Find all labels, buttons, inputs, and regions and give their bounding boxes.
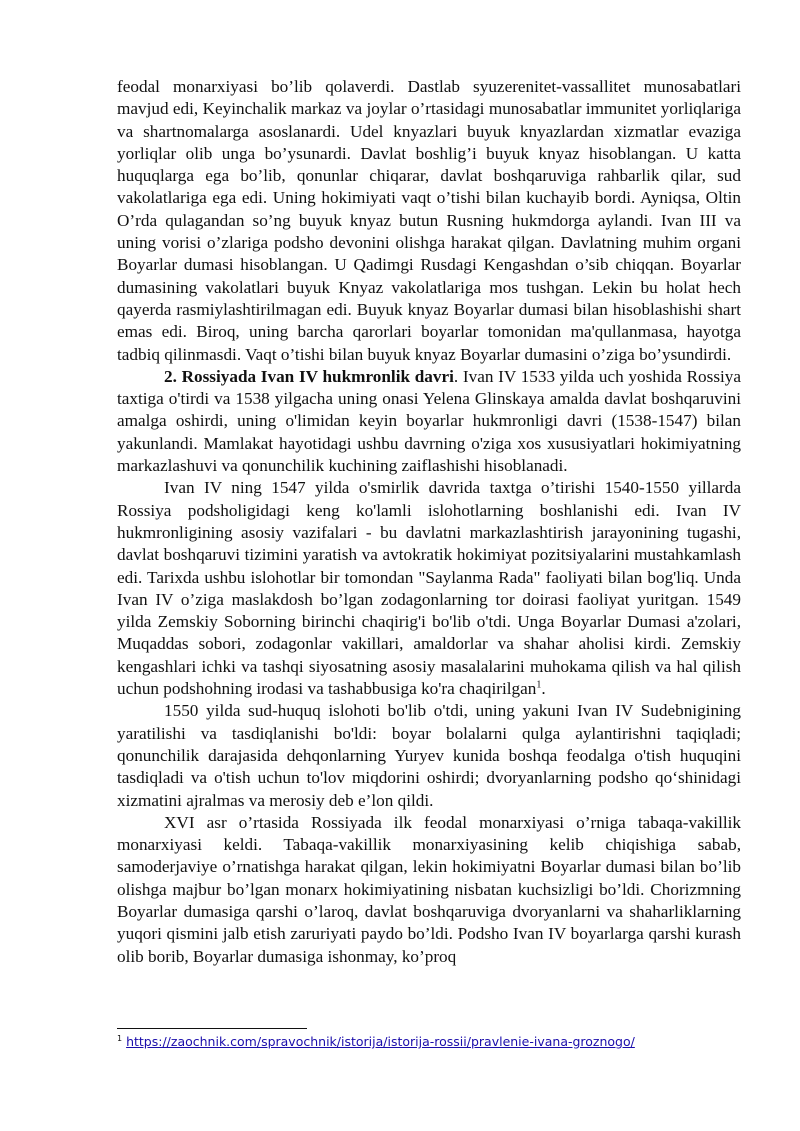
section-heading: 2. Rossiyada Ivan IV hukmronlik davri (164, 366, 454, 386)
paragraph-text-end: . (541, 679, 546, 699)
document-body (117, 76, 741, 968)
paragraph-text: XVI asr o’rtasida Rossiyada ilk feodal monarxiyasi o’rniga tabaqa-vakillik monarxiyasi keldi. Tabaqa-vakillik monarxiyasining kelib chiqishiga sabab, samoderjaviye o’rnatishga harakat qilgan, lekin hokimiyatni Boyarlar dumasi bilan bo’lib olishga majbur bo’lgan monarx hokimiyatining nisbatan kuchsizligi bo’ldi. Chorizmning Boyarlar dumasiga qarshi o’laroq, davlat boshqaruviga dvoryanlarni va shaharliklarning yuqori qismini jalb etish zaruriyati paydo bo’ldi. Podsho Ivan IV boyarlarga qarshi kurash olib borib, Boyarlar dumasiga ishonmay, ko’proq (117, 812, 741, 966)
paragraph-2 (117, 366, 741, 477)
paragraph-text: . Ivan IV 1533 yilda uch yoshida Rossiya taxtiga o'tirdi va 1538 yilgacha uning onasi Yelena Glinskaya amalda davlat boshqaruvini amalga oshirdi, uning o'limidan keyin boyarlar hukmronligi davri (1538-1547) bilan yakunlandi. Mamlakat hayotidagi ushbu davrning o'ziga xos xususiyatlari hokimiyatning markazlashuvi va qonunchilik kuchining zaiflashishi hisoblanadi. (117, 366, 742, 476)
footnote-divider (117, 1028, 307, 1029)
paragraph-text: 1550 yilda sud-huquq islohoti bo'lib o'tdi, uning yakuni Ivan IV Sudebnigining yaratilishi va tasdiqlanishi bo'ldi: boyar bolalarni qulga aylantirishni taqiqladi; qonunchilik darajasida dehqonlarning Yuryev kunida boshqa feodalga o'tish huquqini tasdiqladi va o'tish uchun to'lov miqdorini oshirdi; dvoryanlarning podsho qo‘shinidagi xizmatini ajralmas va merosiy deb e’lon qildi. (117, 701, 741, 810)
footnote-reference[interactable]: 1 (536, 679, 542, 691)
paragraph-1 (117, 76, 741, 366)
paragraph-text: feodal monarxiyasi bo’lib qolaverdi. Dastlab syuzerenitet-vassallitet munosabatlari mavjud edi, Keyinchalik markaz va joylar o’rtasidagi munosabatlar immunitet yorliqlariga va shartnomalarga asoslanardi. Udel knyazlari buyuk knyazlardan xizmatlar evaziga yorliqlar olib unga bo’ysunardi. Davlat boshlig’i buyuk knyaz hisoblangan. U katta huquqlarga ega bo’lib, qonunlar chiqarar, davlat boshqaruviga rahbarlik qilar, sud vakolatlariga ega edi. Uning hokimiyati vaqt o’tishi bilan kuchayib bordi. Ayniqsa, Oltin O’rda qulagandan so’ng buyuk knyaz butun Rusning hukmdorga aylandi. Ivan III va uning vorisi o’zlariga podsho devonini olishga harakat qilgan. Davlatning muhim organi Boyarlar dumasi hisoblangan. U Qadimgi Rusdagi Kengashdan o’sib chiqqan. Boyarlar dumasining vakolatlari buyuk Knyaz vakolatlariga mos tushgan. Lekin bu holat hech qayerda rasmiylashtirilmagan edi. Buyuk knyaz Boyarlar dumasi bilan hisoblashishi shart emas edi. Biroq, uning barcha qarorlari boyarlar tomonidan ma'qullanmasa, hayotga tadbiq qilinmasdi. Vaqt o’tishi bilan buyuk knyaz Boyarlar dumasini o’ziga bo’ysundirdi. (117, 77, 741, 364)
footnote (117, 1034, 741, 1050)
paragraph-3 (117, 477, 741, 700)
footnote-mark: 1 (117, 1033, 123, 1043)
paragraph-5 (117, 812, 741, 968)
paragraph-4 (117, 700, 741, 811)
paragraph-text: Ivan IV ning 1547 yilda o'smirlik davrida taxtga o’tirishi 1540-1550 yillarda Rossiya podsholigidagi keng ko'lamli islohotlarning boshlanishi edi. Ivan IV hukmronligining asosiy vazifalari - bu davlatni markazlashtirish jarayonining tugashi, davlat boshqaruvi tizimini yaratish va avtokratik hokimiyat pozitsiyalarini mustahkamlash edi. Tarixda ushbu islohotlar bir tomondan "Saylanma Rada" faoliyati bilan bog'liq. Unda Ivan IV o’ziga maslakdosh bo’lgan zodagonlarning tor doirasi faoliyat yuritgan. 1549 yilda Zemskiy Soborning birinchi chaqirig'i bo'lib o'tdi. Unga Boyarlar Dumasi a'zolari, Muqaddas sobori, zodagonlar vakillari, amaldorlar va shahar aholisi kirdi. Zemskiy kengashlari ichki va tashqi siyosatning asosiy masalalarini muhokama qilish va hal qilish uchun podshohning irodasi va tashabbusiga ko'ra chaqirilgan (117, 478, 741, 699)
footnote-link[interactable]: https://zaochnik.com/spravochnik/istorija/istorija-rossii/pravlenie-ivana-groznogo/ (126, 1034, 635, 1049)
